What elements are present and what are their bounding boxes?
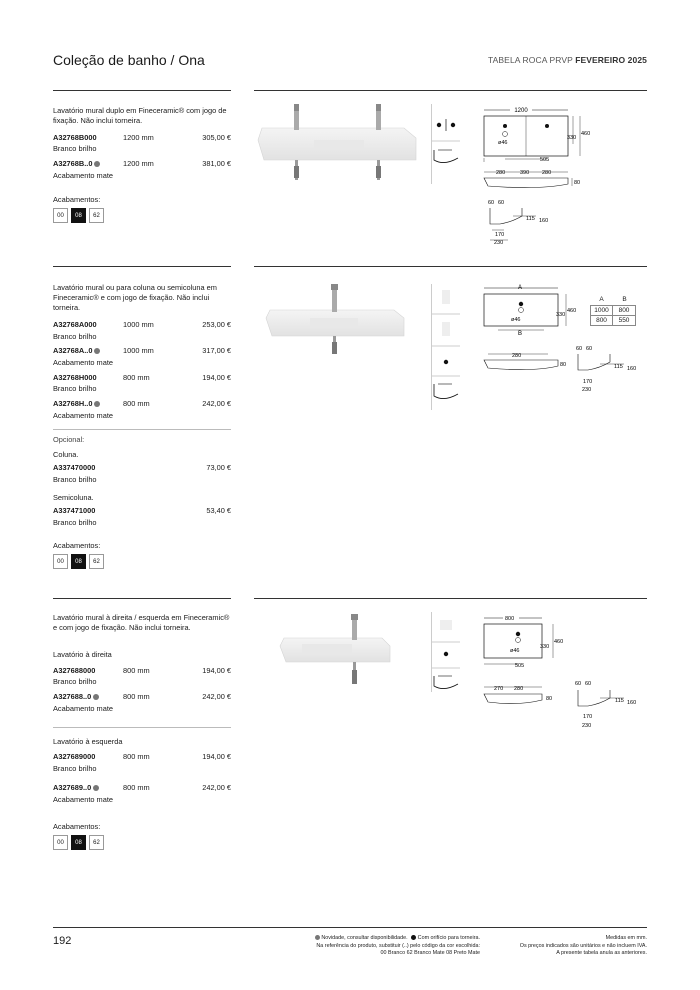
catalog-name: TABELA ROCA PRVP: [487, 55, 573, 65]
dim-hole: ø46: [510, 648, 520, 654]
product-size: 1000 mm: [123, 320, 154, 329]
finish-chip-00: 00: [53, 835, 68, 850]
size-table-cell: 800: [618, 307, 630, 314]
product-finish: Branco brilho: [53, 764, 97, 773]
product-finish: Acabamento mate: [53, 358, 113, 367]
product-code: A327689000: [53, 752, 96, 761]
price-row: [53, 506, 231, 516]
novelty-icon: [93, 694, 99, 700]
product-code: A32768A..0: [53, 346, 93, 355]
price-row: [53, 783, 231, 793]
tap-hole-icon: [411, 935, 416, 940]
dim-230: 230: [582, 387, 592, 393]
size-table-cell: 1000: [591, 306, 613, 315]
finish-swatches: [53, 835, 104, 850]
size-table-cell: 550: [618, 317, 630, 324]
product-code: A337471000: [53, 506, 96, 515]
product-finish: Branco brilho: [53, 677, 97, 686]
product-finish: Acabamento mate: [53, 411, 113, 420]
dim-230: 230: [582, 723, 592, 729]
finish-chip-62: 62: [89, 208, 104, 223]
price-row: [53, 373, 231, 383]
dim-80: 80: [574, 180, 581, 186]
product-description: Lavatório mural duplo em Fineceramic® com jogo de fixação. Não inclui torneira.: [53, 106, 227, 125]
dim-390: 390: [520, 170, 530, 176]
size-table-cell: 800: [591, 316, 613, 325]
size-table: [590, 296, 636, 326]
product-code: A32768H..0: [53, 399, 93, 408]
footer-disclaimer: [487, 935, 647, 958]
dim-hole: ø46: [498, 140, 508, 146]
price-row: [53, 752, 231, 762]
product-price: 242,00 €: [202, 399, 231, 408]
divider: [254, 266, 647, 267]
divider: [53, 90, 231, 91]
product-finish: Branco brilho: [53, 518, 97, 527]
technical-drawing: [478, 104, 598, 254]
divider: [53, 266, 231, 267]
price-row: [53, 133, 231, 143]
product-size: 800 mm: [123, 399, 150, 408]
product-description: Lavatório mural à direita / esquerda em Fineceramic® e com jogo de fixação. Não inclui torneira.: [53, 613, 230, 632]
dim-115: 115: [526, 216, 535, 222]
size-table-head-a: A: [599, 296, 604, 303]
finish-chip-62: 62: [89, 835, 104, 850]
product-price: 242,00 €: [202, 783, 231, 792]
dim-170: 170: [495, 232, 505, 238]
product-finish: Branco brilho: [53, 144, 97, 153]
product-code: A327689..0: [53, 783, 92, 792]
dim-280: 280: [512, 353, 522, 359]
price-row: [53, 159, 231, 169]
divider: [254, 90, 647, 91]
novelty-note: Novidade, consultar disponibilidade.: [321, 935, 408, 941]
divider: [53, 727, 231, 728]
finish-swatches: [53, 208, 104, 223]
product-price: 194,00 €: [202, 752, 231, 761]
footer-legend: [260, 935, 480, 958]
dim-160: 160: [627, 700, 637, 706]
product-finish: Branco brilho: [53, 475, 97, 484]
dim-A: A: [518, 285, 523, 291]
product-price: 194,00 €: [202, 666, 231, 675]
finish-chip-08: 08: [71, 208, 86, 223]
finish-swatches: [53, 554, 104, 569]
product-price: 194,00 €: [202, 373, 231, 382]
footer-divider: [53, 927, 647, 928]
double-washbasin-image: [254, 100, 424, 190]
novelty-icon: [93, 785, 99, 791]
measurements-note: Medidas em mm.: [605, 935, 647, 941]
product-finish: Acabamento mate: [53, 795, 113, 804]
side-washbasin-image: [278, 612, 398, 692]
price-row: [53, 692, 231, 702]
product-finish: Branco brilho: [53, 332, 97, 341]
size-table-row: [590, 305, 636, 316]
validity-note: A presente tabela anula as anteriores.: [556, 950, 647, 956]
dim-depth: 330: [540, 644, 550, 650]
dim-height: 460: [567, 308, 577, 314]
product-size: 800 mm: [123, 373, 150, 382]
finish-chip-08: 08: [71, 554, 86, 569]
finish-chip-62: 62: [89, 554, 104, 569]
product-price: 73,00 €: [206, 463, 231, 472]
product-size: 800 mm: [123, 666, 150, 675]
dim-160: 160: [627, 366, 637, 372]
dim-60b: 60: [498, 200, 505, 206]
dim-115: 115: [615, 698, 624, 704]
dim-60a: 60: [576, 346, 583, 352]
dim-160: 160: [539, 218, 549, 224]
dim-height: 460: [554, 639, 564, 645]
left-label: Lavatório à esquerda: [53, 737, 123, 746]
dim-170: 170: [583, 379, 593, 385]
price-row: [53, 320, 231, 330]
product-price: 305,00 €: [202, 133, 231, 142]
dim-505: 505: [540, 157, 550, 163]
product-price: 253,00 €: [202, 320, 231, 329]
dim-60b: 60: [585, 681, 592, 687]
product-price: 317,00 €: [202, 346, 231, 355]
dim-width: 1200: [514, 108, 528, 114]
novelty-icon: [94, 161, 100, 167]
product-price: 242,00 €: [202, 692, 231, 701]
size-table-row: [590, 316, 636, 326]
product-code: A337470000: [53, 463, 96, 472]
dim-60a: 60: [575, 681, 582, 687]
dim-80: 80: [546, 696, 553, 702]
size-table-head-b: B: [622, 296, 627, 303]
dim-height: 460: [581, 131, 591, 137]
reference-note: Na referência do produto, substituir (..) pelo código da cor escolhida:: [316, 942, 480, 949]
color-codes-note: 00 Branco 62 Branco Mate 08 Preto Mate: [380, 950, 480, 956]
dim-width: 800: [505, 616, 515, 622]
dim-280b: 280: [542, 170, 552, 176]
product-size: 1200 mm: [123, 133, 154, 142]
catalog-header: [488, 55, 647, 65]
optional-label: Opcional:: [53, 435, 85, 444]
divider: [53, 598, 231, 599]
novelty-icon: [94, 401, 100, 407]
price-row: [53, 666, 231, 676]
product-size: 1200 mm: [123, 159, 154, 168]
product-finish: Acabamento mate: [53, 704, 113, 713]
dim-80: 80: [560, 362, 567, 368]
dim-60a: 60: [488, 200, 495, 206]
product-code: A32768A000: [53, 320, 97, 329]
dim-B: B: [518, 331, 523, 337]
product-size: 800 mm: [123, 783, 150, 792]
product-size: 1000 mm: [123, 346, 154, 355]
dim-280: 280: [514, 686, 524, 692]
dim-505: 505: [515, 663, 525, 669]
price-row: [53, 463, 231, 473]
dim-depth: 330: [556, 312, 566, 318]
finishes-label: Acabamentos:: [53, 541, 101, 550]
novelty-icon: [315, 935, 320, 940]
finishes-label: Acabamentos:: [53, 822, 101, 831]
finish-chip-00: 00: [53, 208, 68, 223]
novelty-icon: [94, 348, 100, 354]
finish-chip-08: 08: [71, 835, 86, 850]
product-size: 800 mm: [123, 692, 150, 701]
product-price: 381,00 €: [202, 159, 231, 168]
mounting-icons: [432, 612, 460, 692]
finishes-label: Acabamentos:: [53, 195, 101, 204]
divider: [254, 598, 647, 599]
product-code: A32768H000: [53, 373, 97, 382]
product-code: A32768B000: [53, 133, 97, 142]
dim-115: 115: [614, 364, 623, 370]
dim-60b: 60: [586, 346, 593, 352]
washbasin-image: [262, 282, 412, 362]
column-label: Coluna.: [53, 450, 79, 459]
dim-270: 270: [494, 686, 504, 692]
size-table-header: [590, 296, 636, 303]
semicolumn-label: Semicoluna.: [53, 493, 94, 502]
dim-170: 170: [583, 714, 593, 720]
dim-280a: 280: [496, 170, 506, 176]
technical-drawing: [478, 610, 648, 740]
product-description: Lavatório mural ou para coluna ou semicoluna em Fineceramic® e com jogo de fixação. Não inclui torneira.: [53, 283, 217, 312]
mounting-icons: [432, 284, 460, 410]
tap-hole-note: Com orifício para torneira.: [417, 935, 480, 941]
price-row: [53, 346, 231, 356]
catalog-edition: FEVEREIRO 2025: [575, 55, 647, 65]
right-label: Lavatório à direita: [53, 650, 112, 659]
tap-holes-icon: [432, 108, 460, 188]
price-row: [53, 399, 231, 409]
finish-chip-00: 00: [53, 554, 68, 569]
dim-depth: 330: [567, 135, 577, 141]
product-code: A327688..0: [53, 692, 92, 701]
product-size: 800 mm: [123, 752, 150, 761]
product-finish: Branco brilho: [53, 384, 97, 393]
product-code: A32768B..0: [53, 159, 93, 168]
prices-note: Os preços indicados são unitários e não incluem IVA.: [519, 942, 647, 949]
page-title: Coleção de banho / Ona: [53, 52, 205, 68]
dim-230: 230: [494, 240, 504, 246]
page-number: 192: [53, 935, 72, 947]
product-finish: Acabamento mate: [53, 171, 113, 180]
product-price: 53,40 €: [206, 506, 231, 515]
footer-note-line: [260, 935, 480, 943]
product-code: A327688000: [53, 666, 96, 675]
dim-hole: ø46: [511, 317, 521, 323]
divider: [53, 429, 231, 430]
